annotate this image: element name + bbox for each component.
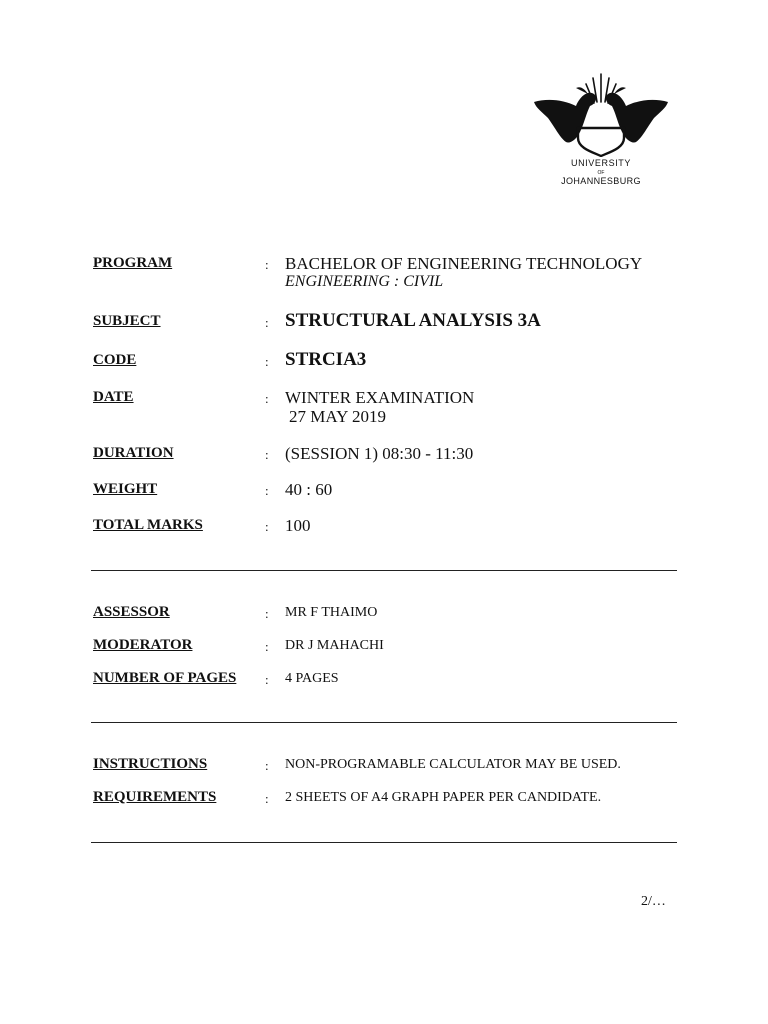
field-value: 2 SHEETS OF A4 GRAPH PAPER PER CANDIDATE. bbox=[285, 790, 602, 805]
field-colon: : bbox=[265, 257, 269, 272]
field-label: ASSESSOR bbox=[93, 604, 170, 620]
field-colon: : bbox=[265, 791, 269, 806]
field-colon: : bbox=[265, 606, 269, 621]
field-value-secondary: 27 MAY 2019 bbox=[289, 407, 386, 426]
divider bbox=[91, 842, 677, 843]
field-value: 4 PAGES bbox=[285, 671, 339, 686]
field-value: 100 bbox=[285, 516, 311, 535]
field-label: TOTAL MARKS bbox=[93, 517, 203, 533]
field-label: DATE bbox=[93, 389, 134, 405]
field-label: REQUIREMENTS bbox=[93, 789, 217, 805]
field-value: (SESSION 1) 08:30 - 11:30 bbox=[285, 444, 474, 463]
logo-text-johannesburg: JOHANNESBURG bbox=[561, 176, 641, 186]
divider bbox=[91, 722, 677, 723]
field-label: SUBJECT bbox=[93, 313, 161, 329]
field-value: BACHELOR OF ENGINEERING TECHNOLOGY bbox=[285, 254, 643, 273]
field-value-secondary: ENGINEERING : CIVIL bbox=[285, 273, 444, 290]
field-label: INSTRUCTIONS bbox=[93, 756, 208, 772]
field-value: DR J MAHACHI bbox=[285, 638, 384, 653]
field-label: WEIGHT bbox=[93, 481, 158, 497]
field-value: STRCIA3 bbox=[285, 349, 367, 370]
field-colon: : bbox=[265, 354, 269, 369]
hornbill-crest-icon bbox=[530, 72, 672, 157]
field-colon: : bbox=[265, 639, 269, 654]
field-colon: : bbox=[265, 483, 269, 498]
field-label: MODERATOR bbox=[93, 637, 193, 653]
logo-text-of: OF bbox=[597, 170, 605, 176]
field-colon: : bbox=[265, 519, 269, 534]
field-colon: : bbox=[265, 391, 269, 406]
field-value: STRUCTURAL ANALYSIS 3A bbox=[285, 310, 541, 331]
field-colon: : bbox=[265, 672, 269, 687]
field-value: NON-PROGRAMABLE CALCULATOR MAY BE USED. bbox=[285, 757, 621, 772]
field-colon: : bbox=[265, 315, 269, 330]
field-label: PROGRAM bbox=[93, 255, 173, 271]
page-continuation-marker: 2/… bbox=[641, 894, 666, 909]
field-value: WINTER EXAMINATION bbox=[285, 388, 475, 407]
field-colon: : bbox=[265, 447, 269, 462]
divider bbox=[91, 570, 677, 571]
university-logo bbox=[530, 72, 672, 187]
field-label: NUMBER OF PAGES bbox=[93, 670, 237, 686]
field-colon: : bbox=[265, 758, 269, 773]
logo-text-university: UNIVERSITY bbox=[570, 158, 631, 168]
field-value: MR F THAIMO bbox=[285, 605, 378, 620]
field-label: DURATION bbox=[93, 445, 174, 461]
field-label: CODE bbox=[93, 352, 137, 368]
field-value: 40 : 60 bbox=[285, 480, 333, 499]
